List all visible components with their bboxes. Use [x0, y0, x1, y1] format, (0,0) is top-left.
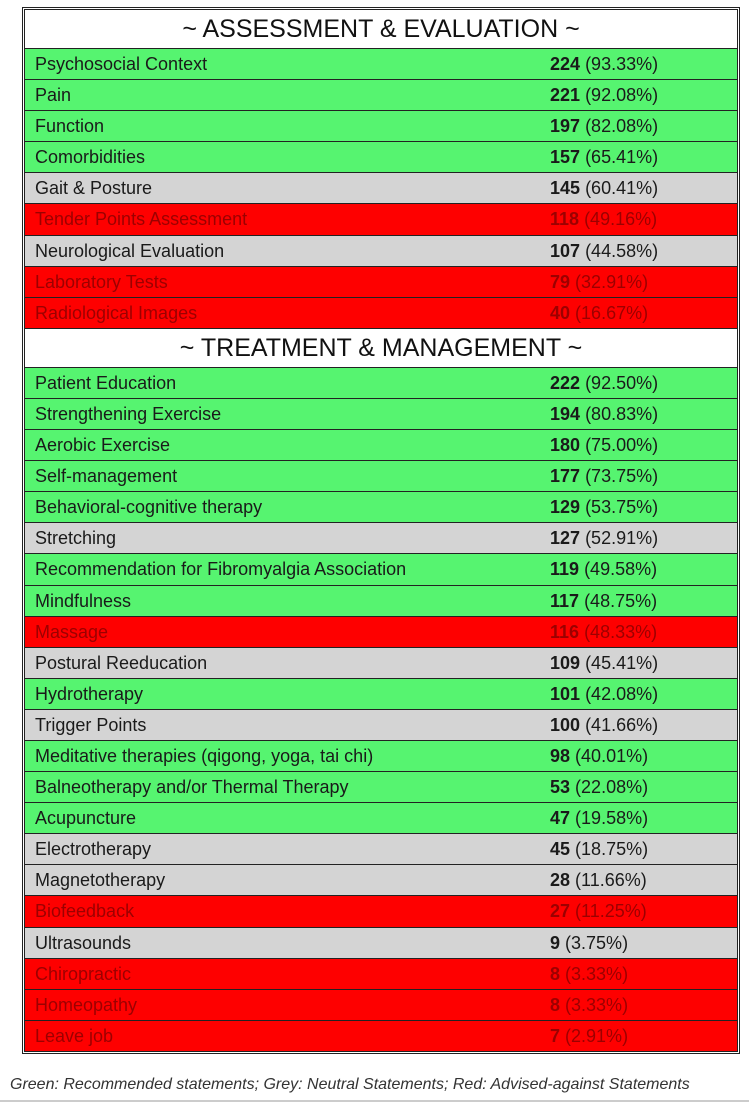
row-label: Meditative therapies (qigong, yoga, tai chi)	[35, 745, 374, 766]
row-value	[550, 803, 648, 833]
row-value	[550, 430, 658, 460]
row-percent: (92.50%)	[585, 372, 659, 393]
table-row	[25, 49, 737, 80]
row-value	[550, 80, 658, 110]
row-value	[550, 236, 658, 266]
row-label: Behavioral-cognitive therapy	[35, 497, 263, 518]
row-count: 47	[550, 808, 571, 829]
row-value	[550, 461, 658, 491]
row-label: Strengthening Exercise	[35, 403, 222, 424]
row-percent: (82.08%)	[585, 116, 659, 137]
row-percent: (41.66%)	[585, 714, 659, 735]
row-label: Biofeedback	[35, 901, 135, 922]
row-percent: (93.33%)	[585, 54, 659, 74]
table-row	[25, 267, 737, 298]
table-row	[25, 896, 737, 927]
row-count: 145	[550, 178, 581, 199]
row-count: 27	[550, 901, 571, 922]
row-count: 157	[550, 147, 581, 168]
row-label: Neurological Evaluation	[35, 240, 225, 261]
row-count: 119	[550, 559, 580, 580]
table-row	[25, 1021, 737, 1051]
table-row	[25, 710, 737, 741]
row-count: 45	[550, 839, 571, 860]
row-count: 197	[550, 116, 581, 137]
row-count: 222	[550, 372, 581, 393]
row-count: 101	[550, 683, 581, 704]
row-value	[550, 896, 647, 926]
row-label: Magnetotherapy	[35, 870, 166, 891]
table-row	[25, 111, 737, 142]
table-row	[25, 617, 737, 648]
row-percent: (11.25%)	[575, 901, 647, 922]
row-value	[550, 523, 658, 553]
row-percent: (44.58%)	[585, 240, 659, 261]
row-value	[550, 772, 648, 802]
table-row	[25, 492, 737, 523]
row-count: 98	[550, 745, 571, 766]
row-value	[550, 959, 628, 989]
table-row	[25, 554, 737, 585]
row-value	[550, 617, 657, 647]
table-row	[25, 236, 737, 267]
row-count: 8	[550, 963, 561, 984]
table-row	[25, 803, 737, 834]
row-value	[550, 173, 658, 203]
row-percent: (2.91%)	[565, 1025, 629, 1046]
row-value	[550, 928, 628, 958]
row-value	[550, 399, 658, 429]
row-label: Homeopathy	[35, 994, 138, 1015]
table-row	[25, 741, 737, 772]
table-row	[25, 368, 737, 399]
row-percent: (49.16%)	[584, 209, 658, 230]
row-count: 127	[550, 528, 581, 549]
row-count: 79	[550, 271, 571, 292]
row-label: Tender Points Assessment	[35, 209, 248, 230]
row-label: Trigger Points	[35, 714, 147, 735]
row-percent: (22.08%)	[575, 777, 649, 798]
row-percent: (3.75%)	[565, 932, 629, 953]
legend-note: Green: Recommended statements; Grey: Neutral Statements; Red: Advised-against Statements	[10, 1076, 690, 1093]
row-percent: (75.00%)	[585, 435, 659, 456]
row-percent: (40.01%)	[575, 745, 649, 766]
row-percent: (53.75%)	[585, 497, 659, 518]
results-table	[22, 7, 740, 1054]
row-value	[550, 834, 648, 864]
table-row	[25, 679, 737, 710]
row-label: Balneotherapy and/or Thermal Therapy	[35, 777, 349, 798]
row-count: 107	[550, 240, 581, 261]
table-row	[25, 959, 737, 990]
table-row	[25, 772, 737, 803]
row-label: Mindfulness	[35, 590, 132, 611]
row-count: 224	[550, 54, 581, 74]
row-value	[550, 111, 658, 141]
row-label: Pain	[35, 85, 72, 106]
row-label: Massage	[35, 621, 109, 642]
row-label: Ultrasounds	[35, 932, 132, 953]
row-count: 9	[550, 932, 561, 953]
row-label: Stretching	[35, 528, 117, 549]
row-count: 53	[550, 777, 571, 798]
table-row	[25, 204, 737, 235]
row-label: Patient Education	[35, 372, 177, 393]
divider	[0, 1100, 749, 1102]
row-value	[550, 204, 657, 234]
table-row	[25, 430, 737, 461]
row-label: Function	[35, 116, 105, 137]
row-value	[550, 679, 658, 709]
row-percent: (32.91%)	[575, 271, 649, 292]
table-row	[25, 928, 737, 959]
row-count: 28	[550, 870, 571, 891]
row-value	[550, 865, 647, 895]
row-count: 40	[550, 302, 571, 323]
row-label: Hydrotherapy	[35, 683, 144, 704]
row-count: 8	[550, 994, 561, 1015]
row-percent: (60.41%)	[585, 178, 659, 199]
row-label: Acupuncture	[35, 808, 137, 829]
row-value	[550, 710, 658, 740]
row-percent: (48.75%)	[584, 590, 658, 611]
row-percent: (45.41%)	[585, 652, 659, 673]
table-row	[25, 990, 737, 1021]
row-count: 221	[550, 85, 581, 106]
row-percent: (3.33%)	[565, 963, 629, 984]
row-label: Chiropractic	[35, 963, 132, 984]
row-count: 118	[550, 209, 580, 230]
row-label: Electrotherapy	[35, 839, 152, 860]
row-percent: (3.33%)	[565, 994, 629, 1015]
row-value	[550, 142, 658, 172]
row-percent: (19.58%)	[575, 808, 649, 829]
row-count: 100	[550, 714, 581, 735]
row-percent: (80.83%)	[585, 403, 659, 424]
row-count: 180	[550, 435, 581, 456]
table-row	[25, 834, 737, 865]
row-label: Gait & Posture	[35, 178, 153, 199]
table-row	[25, 586, 737, 617]
table-row	[25, 648, 737, 679]
row-percent: (48.33%)	[584, 621, 658, 642]
table-row	[25, 298, 737, 329]
row-percent: (42.08%)	[585, 683, 659, 704]
table-row	[25, 523, 737, 554]
row-value	[550, 554, 657, 584]
section-header: ~ ASSESSMENT & EVALUATION ~	[25, 10, 737, 49]
row-percent: (11.66%)	[575, 870, 647, 891]
row-percent: (73.75%)	[585, 466, 659, 487]
table-row	[25, 80, 737, 111]
row-value	[550, 990, 628, 1020]
row-value	[550, 648, 658, 678]
table-row	[25, 142, 737, 173]
row-percent: (52.91%)	[585, 528, 659, 549]
row-count: 194	[550, 403, 581, 424]
row-count: 117	[550, 590, 580, 611]
row-label: Leave job	[35, 1025, 114, 1046]
row-percent: (65.41%)	[585, 147, 659, 168]
table-row	[25, 461, 737, 492]
row-label: Postural Reeducation	[35, 652, 208, 673]
row-value	[550, 741, 648, 771]
row-value	[550, 368, 658, 398]
row-value	[550, 298, 648, 328]
row-value	[550, 492, 658, 522]
section-header: ~ TREATMENT & MANAGEMENT ~	[25, 329, 737, 368]
row-label: Recommendation for Fibromyalgia Association	[35, 559, 407, 580]
table-row	[25, 865, 737, 896]
row-count: 116	[550, 621, 580, 642]
row-percent: (18.75%)	[575, 839, 649, 860]
row-label: Self-management	[35, 466, 178, 487]
row-value	[550, 267, 648, 297]
row-percent: (16.67%)	[575, 302, 649, 323]
row-value	[550, 1021, 628, 1051]
row-label: Comorbidities	[35, 147, 146, 168]
table-row	[25, 399, 737, 430]
row-count: 177	[550, 466, 581, 487]
row-label: Radiological Images	[35, 302, 198, 323]
table-row	[25, 173, 737, 204]
row-value	[550, 49, 658, 79]
row-label: Laboratory Tests	[35, 271, 168, 292]
row-count: 7	[550, 1025, 561, 1046]
row-percent: (49.58%)	[584, 559, 658, 580]
row-label: Aerobic Exercise	[35, 435, 171, 456]
row-count: 129	[550, 497, 581, 518]
row-percent: (92.08%)	[585, 85, 659, 106]
row-label: Psychosocial Context	[35, 54, 208, 74]
row-value	[550, 586, 657, 616]
row-count: 109	[550, 652, 581, 673]
